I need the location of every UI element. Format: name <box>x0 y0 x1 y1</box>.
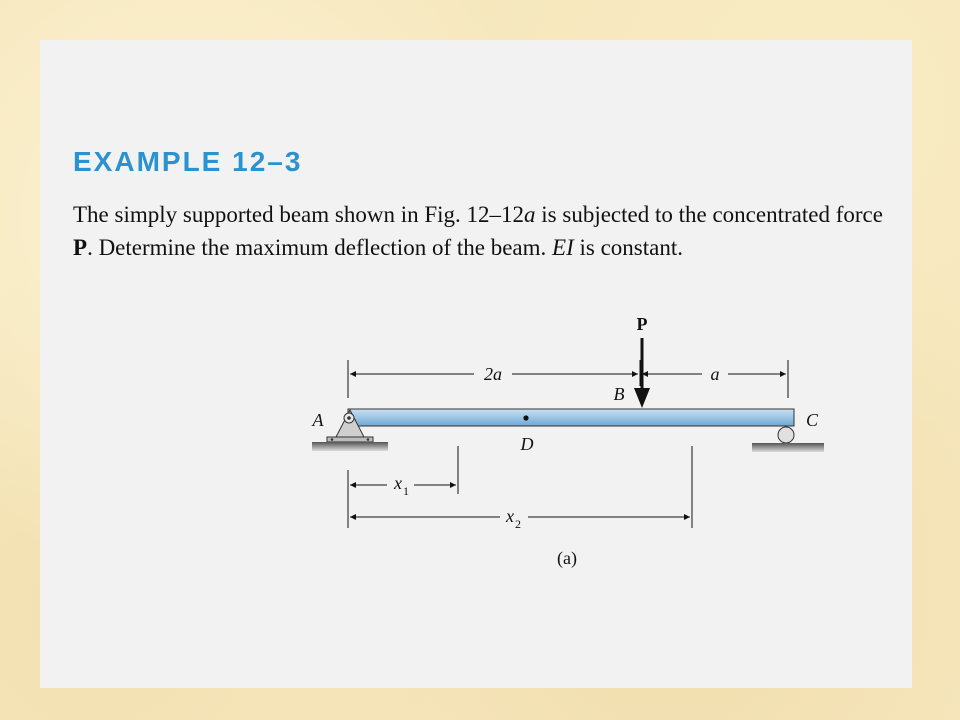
roller-support <box>752 427 824 452</box>
x2-label: x <box>506 506 514 526</box>
ei-symbol: EI <box>552 235 574 260</box>
problem-text-part-4: is constant. <box>573 235 683 260</box>
roller-wheel <box>778 427 794 443</box>
problem-text-part-1: The simply supported beam shown in Fig. 12–12 <box>73 202 525 227</box>
problem-text-part-2: is subjected to the concentrated force <box>535 202 883 227</box>
point-label-b: B <box>613 384 625 404</box>
force-arrowhead <box>634 388 650 408</box>
x2-subscript: 2 <box>515 517 521 531</box>
x1-label: x <box>394 473 402 493</box>
example-heading: EXAMPLE 12–3 <box>73 146 303 177</box>
figure-suffix: a <box>524 202 536 227</box>
point-label-d: D <box>520 434 534 454</box>
bolt-left <box>331 438 334 441</box>
force-label: P <box>636 314 648 334</box>
ground-left <box>312 442 388 451</box>
x1-subscript: 1 <box>403 484 409 498</box>
problem-text-part-3: . Determine the maximum deflection of the beam. <box>87 235 553 260</box>
point-label-a: A <box>312 410 324 430</box>
bolt-right <box>367 438 370 441</box>
figure-caption: (a) <box>557 548 577 568</box>
force-symbol: P <box>73 235 88 260</box>
pin-base-plate <box>327 437 373 442</box>
span-label-2a: 2a <box>484 364 502 384</box>
span-label-a: a <box>710 364 720 384</box>
beam <box>348 409 794 426</box>
point-d-marker <box>523 415 528 420</box>
x1-dimension <box>348 446 458 528</box>
force-p <box>634 314 650 408</box>
span-dimension <box>348 360 788 398</box>
pin-center <box>347 416 351 420</box>
point-label-c: C <box>805 410 819 430</box>
ground-right <box>752 443 824 452</box>
